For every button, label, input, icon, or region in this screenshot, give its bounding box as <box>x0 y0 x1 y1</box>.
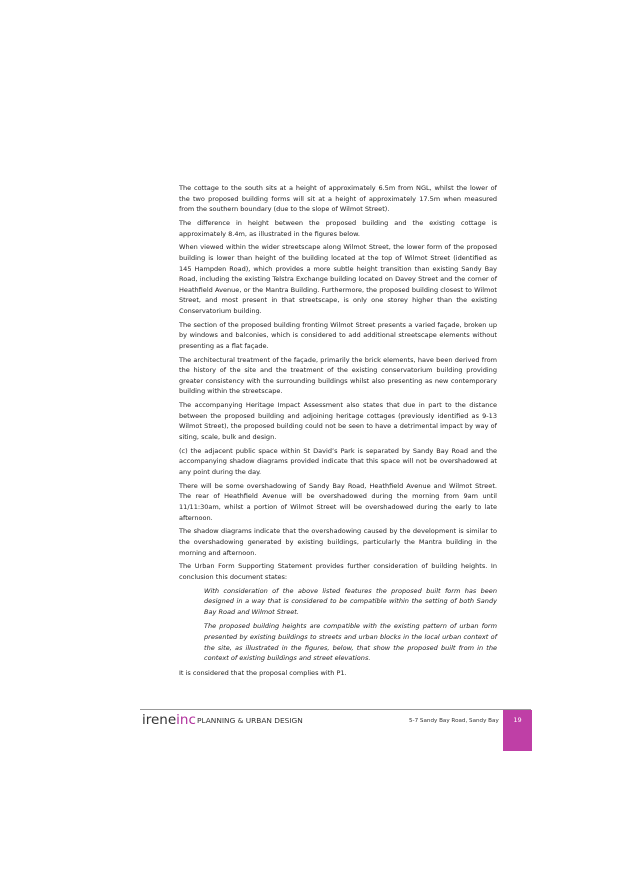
footer-divider <box>140 709 531 710</box>
paragraph-9: The shadow diagrams indicate that the overshadowing caused by the development is similar to the overshadowing generated by existing buildings, particularly the Mantra building in the morning and afternoon. <box>179 527 497 557</box>
footer-address: 5-7 Sandy Bay Road, Sandy Bay <box>409 718 499 724</box>
brand-logo-part1: irene <box>142 712 177 728</box>
brand-logo <box>142 712 196 728</box>
paragraph-4: The section of the proposed building fronting Wilmot Street presents a varied façade, broken up by windows and balconies, which is considered to add additional streetscape elements without presenting as a flat façade. <box>179 320 497 350</box>
paragraph-2: The difference in height between the proposed building and the existing cottage is approximately 8.4m, as illustrated in the figures below. <box>179 218 497 238</box>
body-text <box>179 183 497 682</box>
quote-2: The proposed building heights are compatible with the existing pattern of urban form presented by existing buildings to streets and urban blocks in the local urban context of the site, as illustrated in the figures, below, that show the proposed built from in the context of existing buildings and street elevations. <box>204 622 497 663</box>
page-number-box <box>503 710 532 751</box>
paragraph-7: (c) the adjacent public space within St David’s Park is separated by Sandy Bay Road and the accompanying shadow diagrams provided indicate that this space will not be overshadowed at any point during the day. <box>179 446 497 476</box>
brand-tagline: PLANNING & URBAN DESIGN <box>197 716 303 725</box>
paragraph-10: The Urban Form Supporting Statement provides further consideration of building heights. In conclusion this document states: <box>179 562 497 581</box>
quote-1: With consideration of the above listed features the proposed built form has been designed in a way that is considered to be compatible within the setting of both Sandy Bay Road and Wilmot Street. <box>204 586 497 616</box>
brand-logo-part2: inc <box>176 712 196 728</box>
paragraph-3: When viewed within the wider streetscape along Wilmot Street, the lower form of the proposed building is lower than height of the building located at the top of Wilmot Street (identified as 145 Hampden Road), which provides a more subtle height transition than existing Sandy Bay Road, including the existing Telstra Exchange building located on Davey Street and the corner of Heathfield Avenue, or the Mantra Building. Furthermore, the proposed building closest to Wilmot Street, and most present in that streetscape, is only one storey higher than the existing Conservatorium building. <box>179 243 497 315</box>
paragraph-5: The architectural treatment of the façade, primarily the brick elements, have been derived from the history of the site and the treatment of the existing conservatorium building providing greater consistency with the surrounding buildings whilst also presenting as new contemporary building within the streetscape. <box>179 355 497 396</box>
paragraph-1: The cottage to the south sits at a height of approximately 6.5m from NGL, whilst the lower of the two proposed building forms will sit at a height of approximately 17.5m when measured from the southern boundary (due to the slope of Wilmot Street). <box>179 184 497 214</box>
closing-paragraph: It is considered that the proposal complies with P1. <box>179 668 347 677</box>
paragraph-6: The accompanying Heritage Impact Assessment also states that due in part to the distance between the proposed building and adjoining heritage cottages (previously identified as 9-13 Wilmot Street), the proposed building could not be seen to have a detrimental impact by way of siting, scale, bulk and design. <box>179 401 497 441</box>
paragraph-8: There will be some overshadowing of Sandy Bay Road, Heathfield Avenue and Wilmot Street. The rear of Heathfield Avenue will be overshadowed during the morning from 9am until 11/11:30am, whilst a portion of Wilmot Street will be overshadowed during the early to late afternoon. <box>179 481 497 522</box>
page-number: 19 <box>513 716 522 724</box>
